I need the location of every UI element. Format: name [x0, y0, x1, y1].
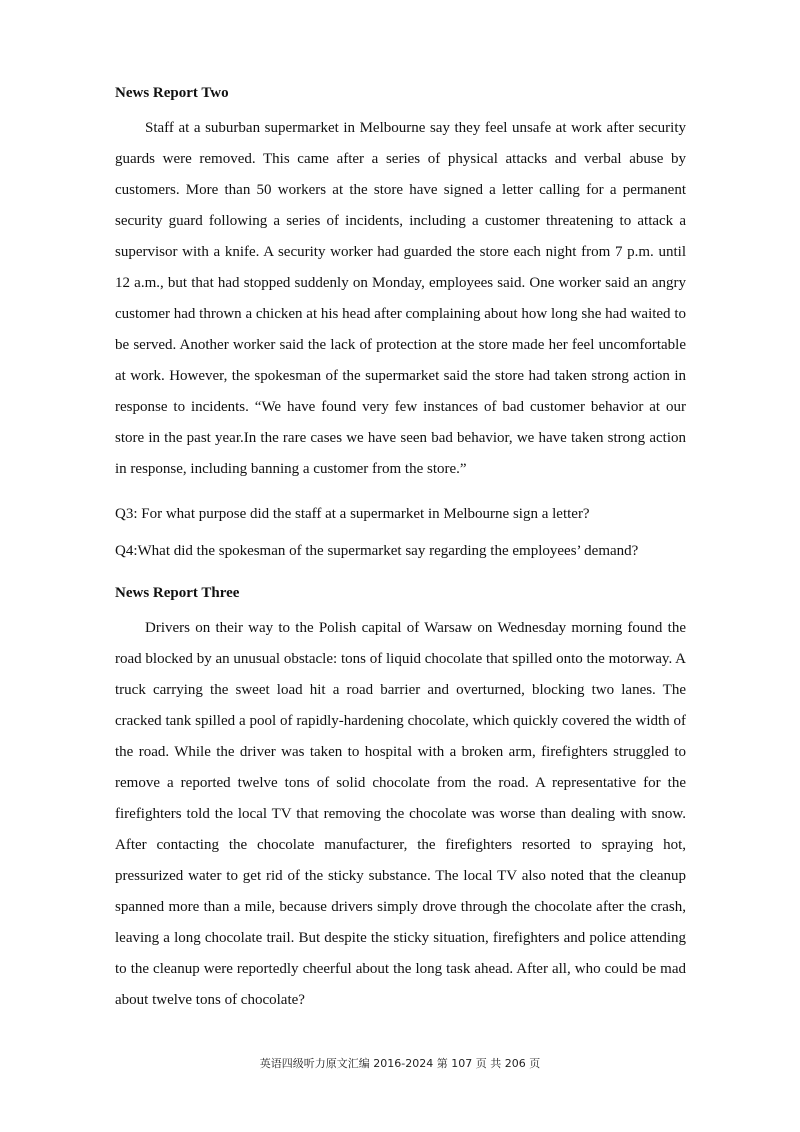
question-3: Q3: For what purpose did the staff at a supermarket in Melbourne sign a letter?: [115, 506, 590, 522]
question-4: Q4:What did the spokesman of the supermarket say regarding the employees’ demand?: [115, 543, 639, 559]
report-three-body: Drivers on their way to the Polish capital of Warsaw on Wednesday morning found the road blocked by an unusual obstacle: tons of liquid chocolate that spilled onto the motorway. A truck carrying the sweet load hit a road barrier and overturned, blocking two lanes. The cracked tank spilled a pool of rapidly-hardening chocolate, which quickly covered the width of the road. While the driver was taken to hospital with a broken arm, firefighters struggled to remove a reported twelve tons of solid chocolate from the road. A representative for the firefighters told the local TV that removing the chocolate was worse than dealing with snow. After contacting the chocolate manufacturer, the firefighters resorted to spraying hot, pressurized water to get rid of the sticky substance. The local TV also noted that the cleanup spanned more than a mile, because drivers simply drove through the chocolate after the crash, leaving a long chocolate trail. But despite the sticky situation, firefighters and police attending to the cleanup were reportedly cheerful about the long task ahead. After all, who could be mad about twelve tons of chocolate?: [115, 620, 686, 1008]
page-footer: 英语四级听力原文汇编 2016-2024 第 107 页 共 206 页: [259, 1057, 541, 1070]
report-two-heading: News Report Two: [115, 85, 229, 101]
report-two-body: Staff at a suburban supermarket in Melbourne say they feel unsafe at work after security guards were removed. This came after a series of physical attacks and verbal abuse by customers. More than 50 workers at the store have signed a letter calling for a permanent security guard following a series of incidents, including a customer threatening to attack a supervisor with a knife. A security worker had guarded the store each night from 7 p.m. until 12 a.m., but that had stopped suddenly on Monday, employees said. One worker said an angry customer had thrown a chicken at his head after complaining about how long she had waited to be served. Another worker said the lack of protection at the store made her feel uncomfortable at work. However, the spokesman of the supermarket said the store had taken strong action in response to incidents. “We have found very few instances of bad customer behavior at our store in the past year.In the rare cases we have seen bad behavior, we have taken strong action in response, including banning a customer from the store.”: [115, 120, 686, 477]
report-three-heading: News Report Three: [115, 585, 240, 601]
